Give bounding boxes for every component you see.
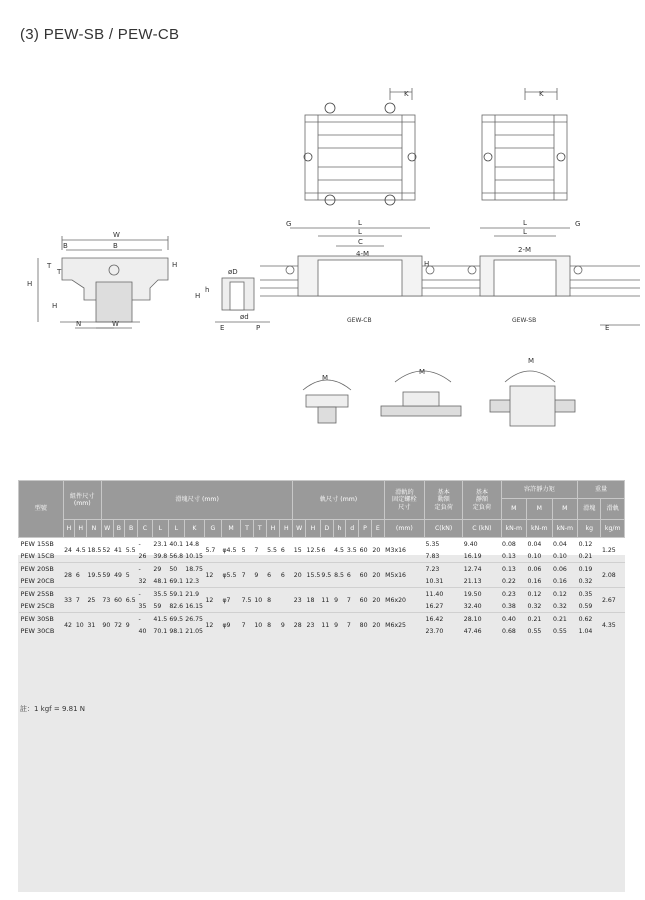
cell-mr: 0.38 <box>502 602 516 610</box>
cell-stat: 47.46 <box>463 627 482 635</box>
table-row <box>19 563 625 576</box>
cell-mr: 0.40 <box>501 613 527 626</box>
dim-b: B <box>113 242 118 250</box>
cell-kg: 0.32 <box>578 577 593 585</box>
label-gew-sb: GEW-SB <box>512 317 537 324</box>
dim-l1-left: L <box>358 228 362 236</box>
cell-h1: 6 <box>75 563 87 588</box>
cell-h1: 7 <box>75 588 87 613</box>
col-h3: H <box>280 520 293 538</box>
cell-b1: 6.5 <box>125 588 138 613</box>
cell-l1: 39.8 <box>153 552 168 560</box>
cell-h3: 9 <box>280 613 293 638</box>
header-model: 型號 <box>19 481 64 538</box>
cell-hr: 23 <box>306 613 321 638</box>
col-h2: H <box>266 520 280 538</box>
spec-table-body <box>19 538 625 638</box>
col-d: D <box>320 520 333 538</box>
cell-hr: 15.5 <box>306 563 321 588</box>
col-l1: L <box>152 520 168 538</box>
cell-c: - <box>138 540 141 548</box>
cell-hr: 18 <box>306 588 321 613</box>
col-kg-unit: kg <box>578 520 601 538</box>
spec-table <box>18 480 625 637</box>
cell-n: 18.5 <box>87 546 102 554</box>
cell-b: 41 <box>114 546 122 554</box>
col-bolt-unit: (mm) <box>384 520 424 538</box>
dim-wr: W <box>112 320 119 328</box>
cell-n: 25 <box>87 588 102 613</box>
cell-hr: 12.5 <box>306 546 321 554</box>
dim-b1: B <box>63 242 68 250</box>
col-p: P <box>359 520 372 538</box>
label-mr: M <box>322 374 329 382</box>
unit-note: 註：1 kgf = 9.81 N <box>20 705 86 713</box>
cell-mp: 0.21 <box>527 613 553 626</box>
cell-c: - <box>138 588 153 601</box>
cell-l1: 29 <box>152 563 168 576</box>
moment-diagrams <box>303 371 575 426</box>
header-dyn: 基本 動額 定負荷 <box>425 481 463 520</box>
cell-b: 60 <box>113 588 125 613</box>
cell-h3: 6 <box>280 563 293 588</box>
cell-bolt: M6x20 <box>384 588 424 613</box>
top-view-cb <box>304 88 416 205</box>
cell-c: - <box>138 563 153 576</box>
cell-stat: 32.40 <box>463 602 482 610</box>
cell-kg: 0.19 <box>578 563 601 576</box>
cell-p: 60 <box>359 588 372 613</box>
technical-drawing <box>0 60 645 470</box>
cell-d: 6 <box>321 546 326 554</box>
col-h: H <box>63 520 75 538</box>
cell-d: 11 <box>320 613 333 638</box>
col-dyn-unit: C(kN) <box>425 520 463 538</box>
cell-dyn: 7.83 <box>425 552 440 560</box>
cell-k1: 21.9 <box>184 588 204 601</box>
cell-wr: 15 <box>293 546 302 554</box>
dim-p: P <box>256 324 261 332</box>
cell-t1: 9 <box>253 563 266 588</box>
note-panel <box>18 700 625 892</box>
cell-c: 40 <box>138 627 147 635</box>
label-mp: M <box>419 368 426 376</box>
cell-t: 7 <box>241 563 254 588</box>
dim-l-left: L <box>358 219 362 227</box>
cell-c: 26 <box>138 552 147 560</box>
dim-h: H <box>27 280 33 288</box>
col-kgm-unit: kg/m <box>601 520 625 538</box>
cell-w: 73 <box>101 588 113 613</box>
dim-l1-right: L <box>523 228 527 236</box>
col-b: B <box>113 520 125 538</box>
dim-h1-mid: H <box>424 260 430 268</box>
col-k1: K <box>184 520 204 538</box>
cell-e: 20 <box>371 588 384 613</box>
cell-dyn: 23.70 <box>425 627 444 635</box>
cell-dyn: 11.40 <box>425 588 463 601</box>
cell-e: 20 <box>371 613 384 638</box>
header-rail-weight: 滑軌 <box>601 499 625 520</box>
cell-d: 3.5 <box>346 546 357 554</box>
cell-d: 9.5 <box>320 563 333 588</box>
cell-n: 19.5 <box>87 563 102 588</box>
col-mr-unit: kN-m <box>501 520 527 538</box>
cell-l: 69.1 <box>169 577 184 585</box>
cell-h: 8.5 <box>333 563 346 588</box>
cell-m: φ9 <box>221 613 240 638</box>
cell-h: 33 <box>63 588 75 613</box>
dim-g-left: G <box>286 220 292 228</box>
cell-my: 0.16 <box>553 577 567 585</box>
cell-l: 98.1 <box>169 627 184 635</box>
col-t1: T <box>253 520 266 538</box>
dim-hr: H <box>195 292 201 300</box>
col-hr: H <box>306 520 321 538</box>
col-n: N <box>87 520 102 538</box>
dim-2m: 2-M <box>518 246 532 254</box>
cell-h1: 10 <box>75 613 87 638</box>
cell-my: 0.04 <box>553 540 567 548</box>
side-view <box>260 228 640 325</box>
cell-my: 0.21 <box>552 613 578 626</box>
cell-mr: 0.68 <box>502 627 516 635</box>
cell-l1: 23.1 <box>153 540 168 548</box>
cell-h2: 6 <box>266 563 280 588</box>
cell-l1: 41.5 <box>152 613 168 626</box>
header-rail: 軌尺寸 (mm) <box>293 481 384 520</box>
model-cell: PEW 25SB <box>19 588 64 601</box>
cell-k1: 21.05 <box>185 627 203 635</box>
col-m: M <box>221 520 240 538</box>
model-cell: PEW 15CB <box>20 552 55 560</box>
col-wr: W <box>293 520 306 538</box>
header-block: 滑塊尺寸 (mm) <box>101 481 292 520</box>
cell-l: 82.6 <box>169 602 184 610</box>
cell-dyn: 5.35 <box>425 540 440 548</box>
front-section <box>38 236 168 328</box>
page-title: (3) PEW-SB / PEW-CB <box>20 26 180 43</box>
col-l: L <box>168 520 184 538</box>
cell-c: 32 <box>138 577 147 585</box>
cell-dyn: 10.31 <box>425 577 444 585</box>
cell-b1: 5 <box>125 563 138 588</box>
cell-l: 40.1 <box>169 540 184 548</box>
dim-l-right: L <box>523 219 527 227</box>
cell-mp: 0.16 <box>527 577 542 585</box>
model-cell: PEW 30SB <box>19 613 64 626</box>
col-small-h: h <box>333 520 346 538</box>
cell-l1: 59 <box>153 602 162 610</box>
cell-p: 60 <box>359 546 368 554</box>
col-mp-unit: kN-m <box>527 520 553 538</box>
label-gew-cb: GEW-CB <box>347 317 372 324</box>
dim-phid-large: øD <box>228 268 238 276</box>
header-assembly: 組件尺寸 (mm) <box>63 481 101 520</box>
header-stat: 基本 靜額 定負荷 <box>463 481 501 520</box>
cell-rail-kg: 2.08 <box>601 563 625 588</box>
cell-c: 35 <box>138 602 147 610</box>
cell-d: 7 <box>346 613 359 638</box>
dim-small-h: h <box>205 286 210 294</box>
col-b1: B <box>125 520 138 538</box>
dim-e-right: E <box>605 324 610 332</box>
cell-stat: 19.50 <box>463 588 501 601</box>
cell-dyn: 7.23 <box>425 563 463 576</box>
cell-mr: 0.23 <box>501 588 527 601</box>
cell-n: 31 <box>87 613 102 638</box>
cell-h3: 6 <box>280 546 285 554</box>
cell-my: 0.12 <box>552 588 578 601</box>
cell-h: 9 <box>333 613 346 638</box>
cell-h: 4.5 <box>334 546 344 554</box>
cell-t1: 10 <box>253 588 266 613</box>
cell-l: 69.5 <box>168 613 184 626</box>
cell-bolt: M5x16 <box>384 563 424 588</box>
dim-4m: 4-M <box>356 250 370 258</box>
cell-mp: 0.06 <box>527 563 553 576</box>
cell-l: 59.1 <box>168 588 184 601</box>
cell-g: 12 <box>204 588 221 613</box>
cell-h: 28 <box>63 563 75 588</box>
cell-h: 24 <box>64 546 72 554</box>
cell-wr: 28 <box>293 613 306 638</box>
cell-b: 49 <box>113 563 125 588</box>
header-mr: M <box>501 499 527 520</box>
cell-m: φ7 <box>221 588 240 613</box>
cell-h2: 8 <box>266 588 280 613</box>
cell-wr: 23 <box>293 588 306 613</box>
cell-mr: 0.13 <box>501 563 527 576</box>
header-moment: 容許靜力矩 <box>501 481 578 499</box>
cell-h: 42 <box>63 613 75 638</box>
table-row <box>19 588 625 601</box>
cell-mp: 0.32 <box>527 602 542 610</box>
cell-bolt: M6x25 <box>384 613 424 638</box>
cell-p: 60 <box>359 563 372 588</box>
cell-kg: 0.59 <box>578 602 593 610</box>
cell-g: 12 <box>204 613 221 638</box>
cell-l1: 35.5 <box>152 588 168 601</box>
cell-mp: 0.55 <box>527 627 542 635</box>
cell-mr: 0.08 <box>502 540 516 548</box>
cell-mr: 0.13 <box>502 552 516 560</box>
dim-e-left: E <box>220 324 225 332</box>
cell-kg: 0.35 <box>578 588 601 601</box>
cell-kg: 1.04 <box>578 627 593 635</box>
cell-t1: 10 <box>253 613 266 638</box>
header-weight: 重量 <box>578 481 625 499</box>
cell-my: 0.55 <box>553 627 567 635</box>
cell-h3 <box>280 588 293 613</box>
cell-d: 11 <box>320 588 333 613</box>
dim-t: T <box>57 268 62 276</box>
cell-mr: 0.22 <box>502 577 516 585</box>
col-t: T <box>241 520 254 538</box>
cell-h1: 4.5 <box>75 546 86 554</box>
cell-l: 56.8 <box>169 552 184 560</box>
cell-k1: 18.75 <box>184 563 204 576</box>
cell-t: 7 <box>241 613 254 638</box>
cell-k1: 14.8 <box>185 540 200 548</box>
cell-m: φ4.5 <box>222 546 237 554</box>
cell-l1: 48.1 <box>153 577 168 585</box>
cell-b1: 5.5 <box>125 546 136 554</box>
label-my: M <box>528 357 535 365</box>
header-block-weight: 滑塊 <box>578 499 601 520</box>
dim-h2: H <box>172 261 178 269</box>
dim-c: C <box>358 238 363 246</box>
cell-mp: 0.04 <box>527 540 542 548</box>
cell-t1: 7 <box>254 546 259 554</box>
header-my: M <box>552 499 578 520</box>
cell-l: 50 <box>168 563 184 576</box>
model-cell: PEW 30CB <box>20 627 55 635</box>
cell-rail-kg: 2.67 <box>601 588 625 613</box>
cell-m: φ5.5 <box>221 563 240 588</box>
cell-mp: 0.12 <box>527 588 553 601</box>
cell-k1: 12.3 <box>185 577 200 585</box>
cell-w: 52 <box>102 546 111 554</box>
cell-stat: 28.10 <box>463 613 501 626</box>
cell-h: 9 <box>333 588 346 613</box>
cell-my: 0.06 <box>552 563 578 576</box>
cell-g: 12 <box>204 563 221 588</box>
col-my-unit: kN-m <box>552 520 578 538</box>
col-w: W <box>101 520 113 538</box>
cell-stat: 9.40 <box>463 540 478 548</box>
cell-kg: 0.21 <box>578 552 593 560</box>
table-row <box>19 538 625 551</box>
cell-kg: 0.62 <box>578 613 601 626</box>
cell-b: 72 <box>113 613 125 638</box>
cell-dyn: 16.42 <box>425 613 463 626</box>
cell-my: 0.10 <box>553 552 567 560</box>
cell-p: 80 <box>359 613 372 638</box>
cell-w: 90 <box>101 613 113 638</box>
cell-mp: 0.10 <box>527 552 542 560</box>
cell-t: 5 <box>241 546 246 554</box>
dim-k1-right: K <box>539 90 544 98</box>
cell-stat: 12.74 <box>463 563 501 576</box>
cell-stat: 16.19 <box>463 552 482 560</box>
dim-k1-left: K <box>404 90 409 98</box>
cell-e: 20 <box>371 563 384 588</box>
col-h1: H <box>75 520 87 538</box>
cell-c: - <box>138 613 153 626</box>
dim-t1: T <box>47 262 52 270</box>
cell-d: 6 <box>346 563 359 588</box>
header-mp: M <box>527 499 553 520</box>
cell-g: 5.7 <box>205 546 216 554</box>
cell-e: 20 <box>372 546 381 554</box>
cell-b1: 9 <box>125 613 138 638</box>
col-stat-unit: C (kN) <box>463 520 501 538</box>
cell-h2: 8 <box>266 613 280 638</box>
model-cell: PEW 20CB <box>20 577 55 585</box>
cell-h2: 5.5 <box>267 546 277 554</box>
model-cell: PEW 15SB <box>20 540 54 548</box>
dim-h1: H <box>52 302 58 310</box>
cell-wr: 20 <box>293 563 306 588</box>
cell-my: 0.32 <box>553 602 567 610</box>
cell-rail-kg: 4.35 <box>601 613 625 638</box>
cell-dyn: 16.27 <box>425 602 444 610</box>
table-row <box>19 613 625 626</box>
cell-k1: 10.15 <box>185 552 203 560</box>
cell-kg: 0.12 <box>578 540 593 548</box>
dim-n: N <box>76 320 82 328</box>
col-c: C <box>138 520 153 538</box>
technical-drawing-svg <box>0 60 645 470</box>
dim-g-right: G <box>575 220 581 228</box>
cell-w: 59 <box>101 563 113 588</box>
cell-bolt: M3x16 <box>385 546 406 554</box>
col-small-d: d <box>346 520 359 538</box>
col-g: G <box>204 520 221 538</box>
col-e: E <box>371 520 384 538</box>
cell-k1: 16.15 <box>185 602 203 610</box>
cell-d: 7 <box>346 588 359 613</box>
model-cell: PEW 25CB <box>20 602 55 610</box>
cell-k1: 26.75 <box>184 613 204 626</box>
header-bolt: 滑軌的 固定螺栓 尺寸 <box>384 481 424 520</box>
top-view-sb <box>482 88 567 200</box>
cell-t: 7.5 <box>241 588 254 613</box>
dim-phid-small: ød <box>240 313 249 321</box>
cell-rail-kg: 1.25 <box>601 546 616 554</box>
dim-w: W <box>113 231 120 239</box>
cell-l1: 70.1 <box>153 627 168 635</box>
model-cell: PEW 20SB <box>19 563 64 576</box>
cell-stat: 21.13 <box>463 577 482 585</box>
